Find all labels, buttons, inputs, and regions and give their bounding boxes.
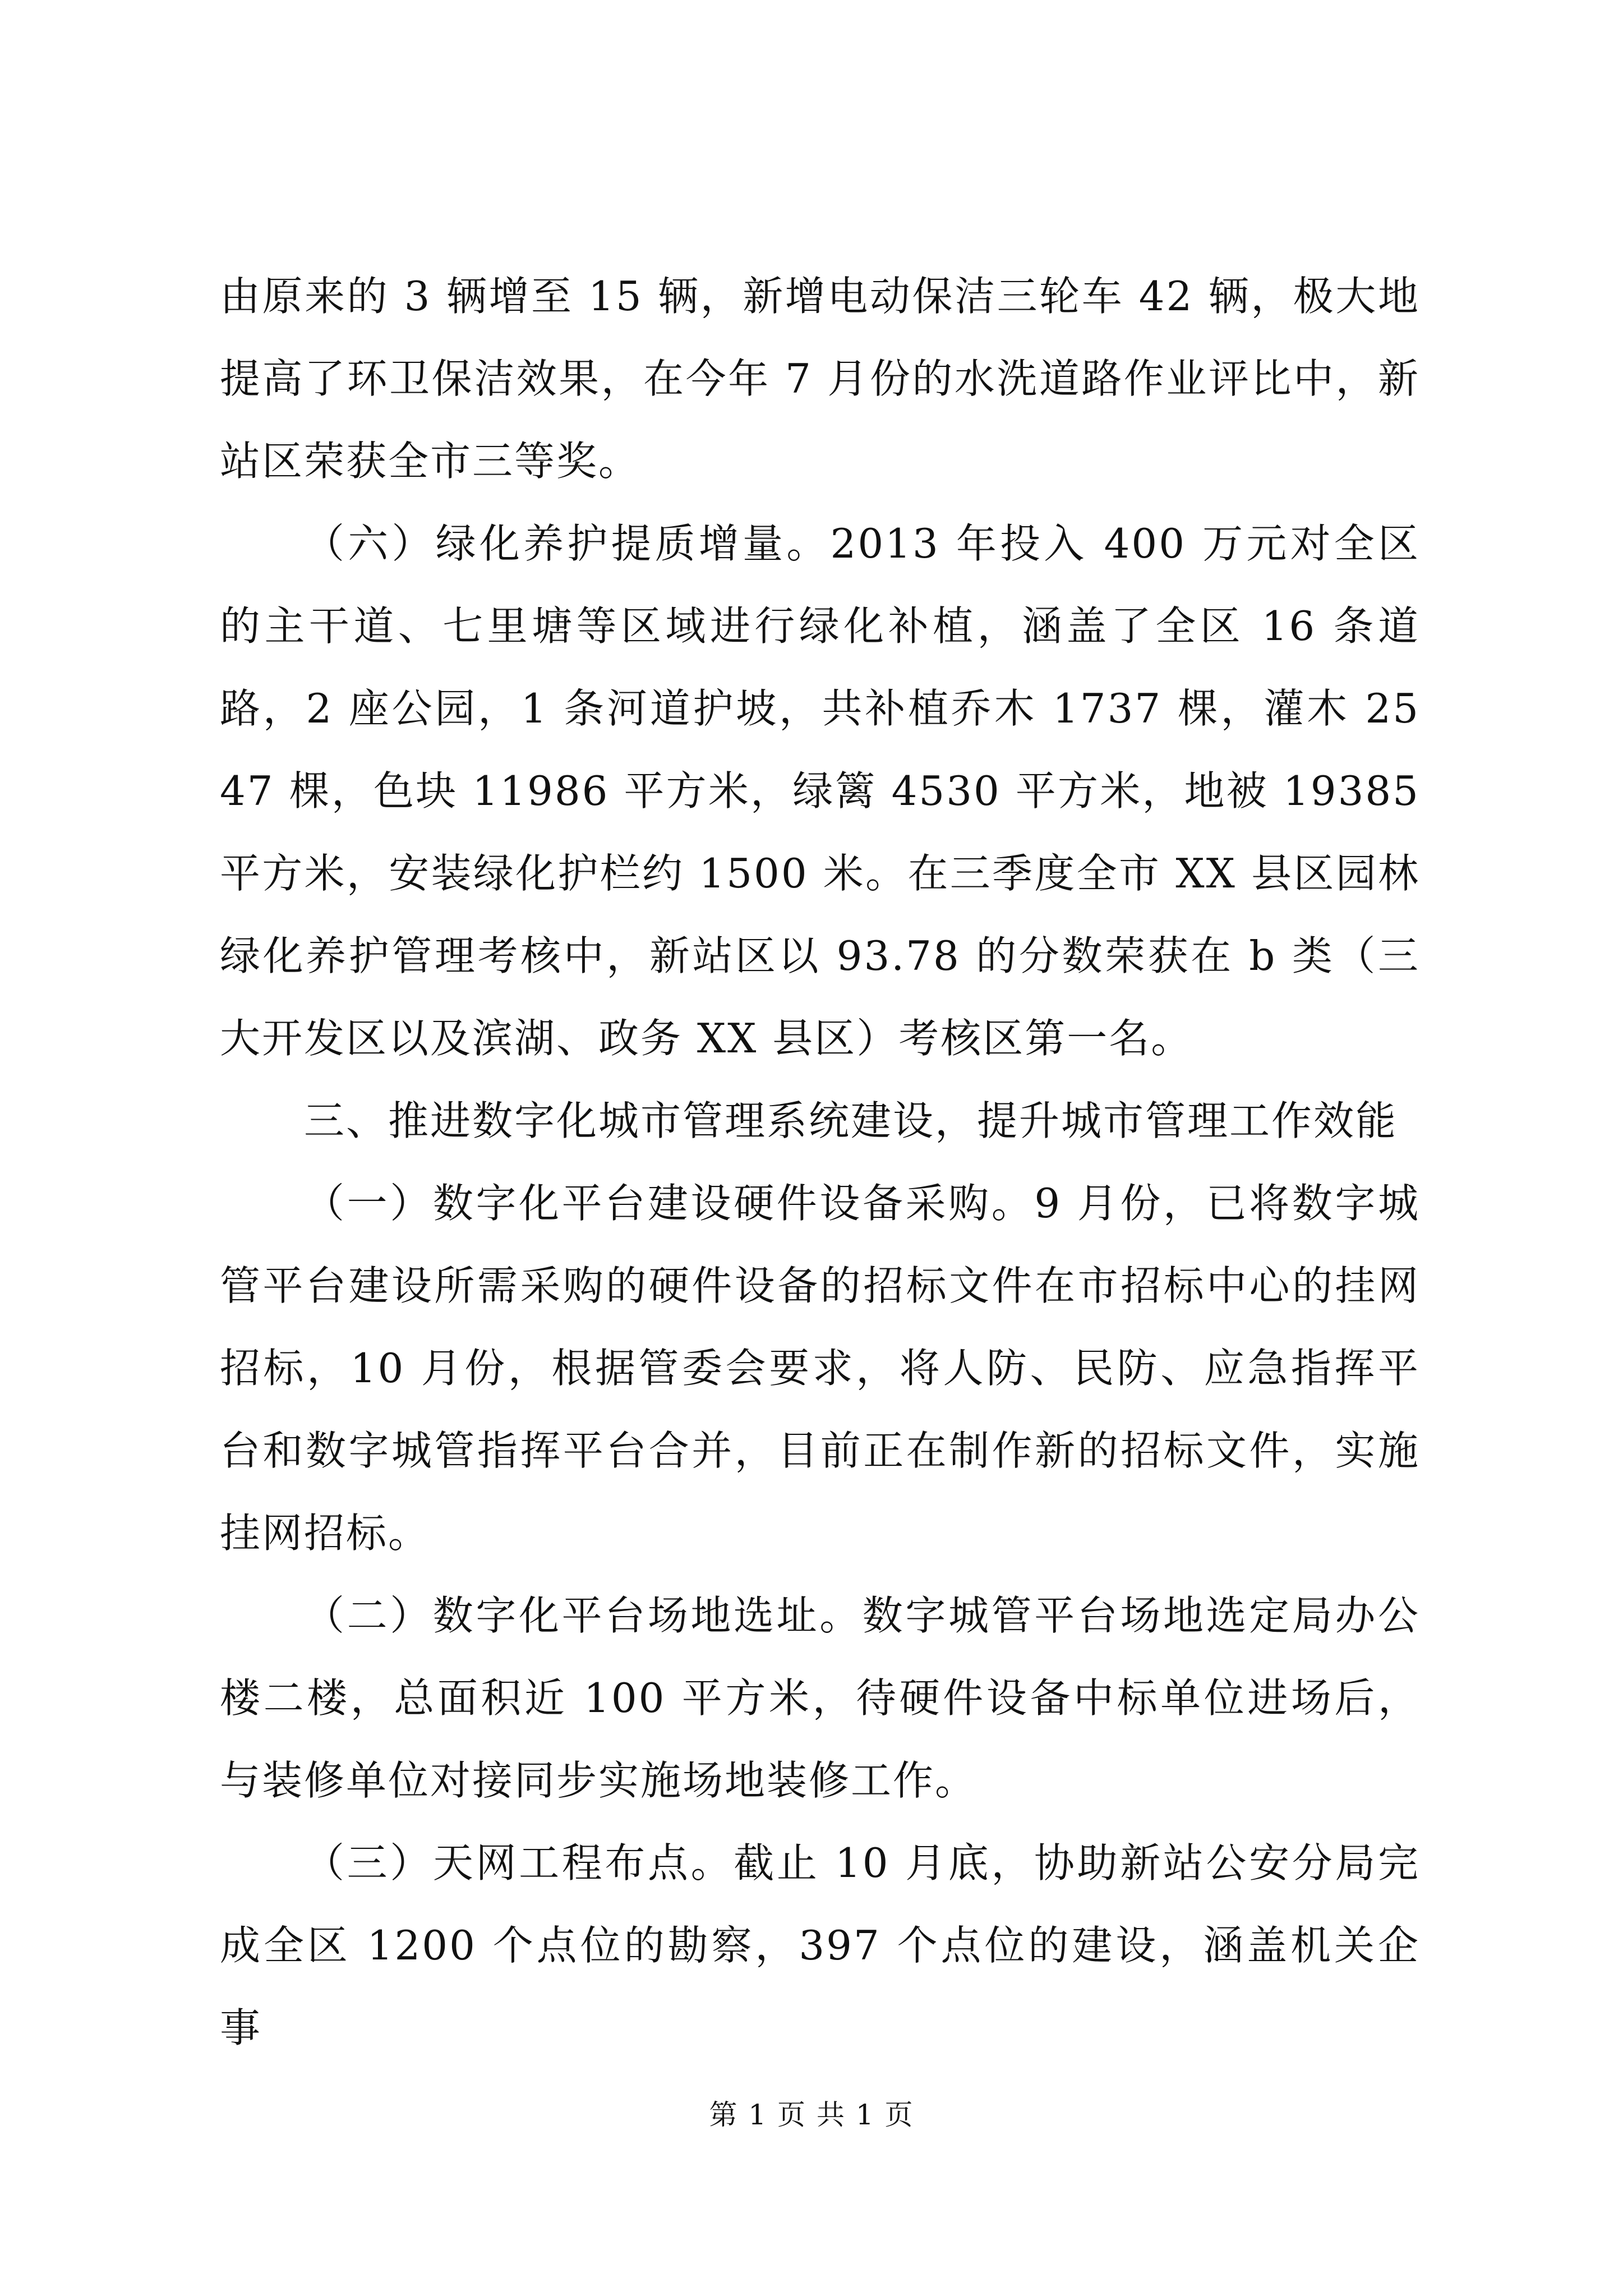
paragraph-greening-maintenance: （六）绿化养护提质增量。2013 年投入 400 万元对全区的主干道、七里塘等区域进行绿化补植，涵盖了全区 16 条道路，2 座公园，1 条河道护坡，共补植乔木 1737 棵，灌木 2547 棵，色块 11986 平方米，绿篱 4530 平方米，地被 19385 平方米，安装绿化护栏约 1500 米。在三季度全市 XX 县区园林绿化养护管理考核中，新站区以 93.78 的分数荣获在 b 类（三大开发区以及滨湖、政务 XX 县区）考核区第一名。	[220, 520, 1420, 1062]
paragraph-sanitation-results: 由原来的 3 辆增至 15 辆，新增电动保洁三轮车 42 辆，极大地提高了环卫保洁效果，在今年 7 月份的水洗道路作业评比中，新站区荣获全市三等奖。	[220, 273, 1420, 485]
page-footer: 第 1 页 共 1 页	[709, 2099, 914, 2131]
document-body	[220, 255, 1420, 2069]
paragraph-site-selection: （二）数字化平台场地选址。数字城管平台场地选定局办公楼二楼，总面积近 100 平方米，待硬件设备中标单位进场后，与装修单位对接同步实施场地装修工作。	[220, 1592, 1420, 1804]
paragraph-hardware-procurement: （一）数字化平台建设硬件设备采购。9 月份，已将数字城管平台建设所需采购的硬件设备的招标文件在市招标中心的挂网招标，10 月份，根据管委会要求，将人防、民防、应急指挥平台和数字城管指挥平台合并，目前正在制作新的招标文件，实施挂网招标。	[220, 1180, 1420, 1557]
section-heading-digital-management: 三、推进数字化城市管理系统建设，提升城市管理工作效能	[304, 1097, 1398, 1144]
paragraph-skynet-deployment: （三）天网工程布点。截止 10 月底，协助新站公安分局完成全区 1200 个点位的勘察，397 个点位的建设，涵盖机关企事	[220, 1839, 1420, 2051]
